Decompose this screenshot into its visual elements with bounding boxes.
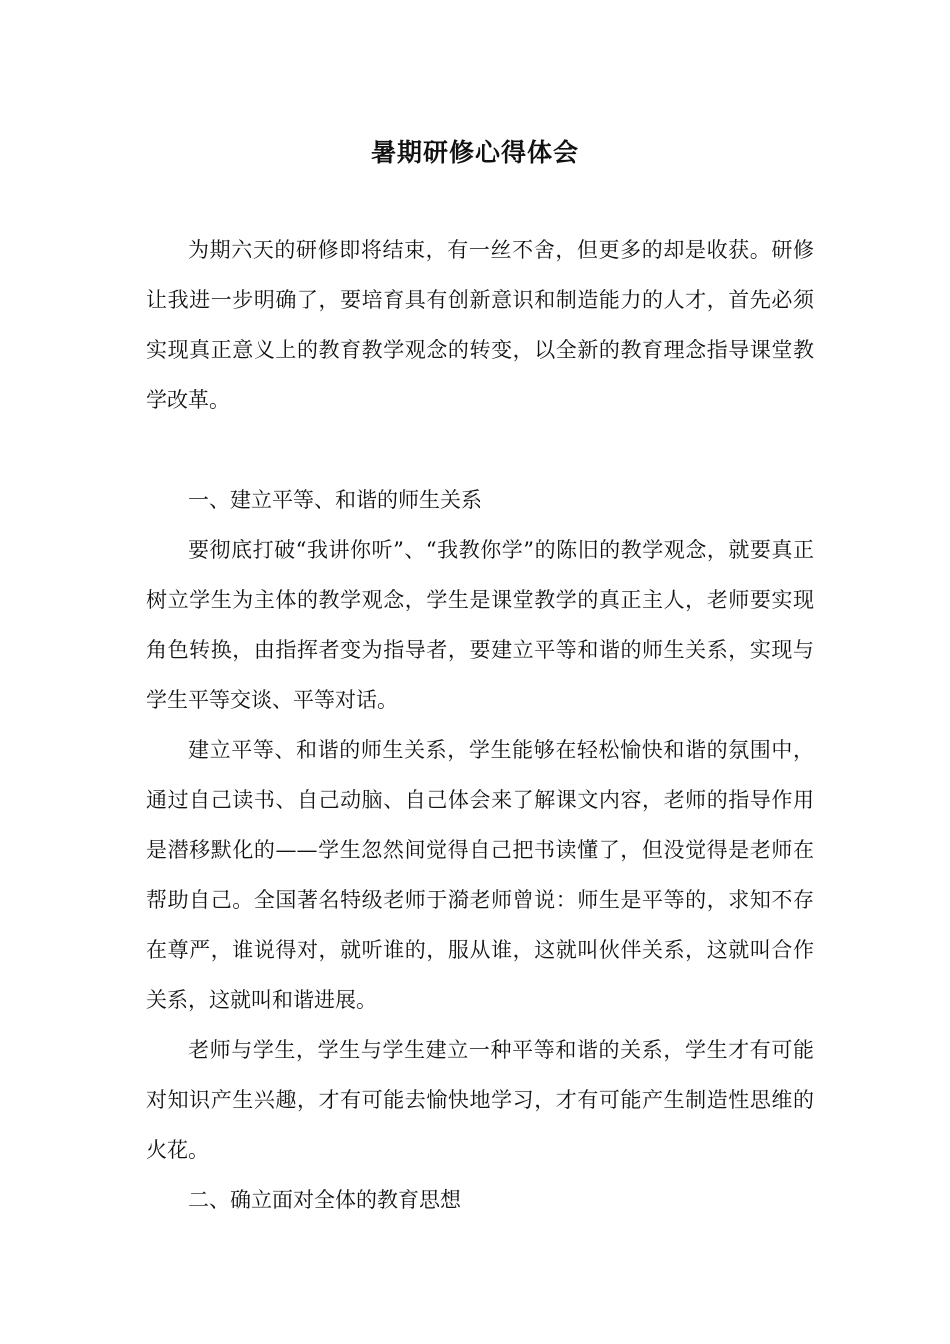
intro-paragraph: 为期六天的研修即将结束，有一丝不舍，但更多的却是收获。研修让我进一步明确了，要培育具有创新意识和制造能力的人才，首先必须实现真正意义上的教育教学观念的转变，以全新的教育理念指导课堂教学改革。 <box>146 238 814 412</box>
paragraph-gap <box>146 425 814 475</box>
section-heading-1: 一、建立平等、和谐的师生关系 <box>188 488 482 512</box>
section1-paragraph-3: 老师与学生，学生与学生建立一种平等和谐的关系，学生才有可能对知识产生兴趣，才有可能去愉快地学习，才有可能产生制造性思维的火花。 <box>146 1038 814 1162</box>
document-title: 暑期研修心得体会 <box>370 138 579 167</box>
section1-paragraph-2: 建立平等、和谐的师生关系，学生能够在轻松愉快和谐的氛围中，通过自己读书、自己动脑、自己体会来了解课文内容，老师的指导作用是潜移默化的——学生忽然间觉得自己把书读懂了，但没觉得是老师在帮助自己。全国著名特级老师于漪老师曾说：师生是平等的，求知不存在尊严，谁说得对，就听谁的，服从谁，这就叫伙伴关系，这就叫合作关系，这就叫和谐进展。 <box>146 738 814 1012</box>
document-body <box>146 225 814 1225</box>
section1-paragraph-1: 要彻底打破“我讲你听”、“我教你学”的陈旧的教学观念，就要真正树立学生为主体的教学观念，学生是课堂教学的真正主人，老师要实现角色转换，由指挥者变为指导者，要建立平等和谐的师生关系，实现与学生平等交谈、平等对话。 <box>146 538 814 712</box>
section-heading-2: 二、确立面对全体的教育思想 <box>188 1188 461 1212</box>
